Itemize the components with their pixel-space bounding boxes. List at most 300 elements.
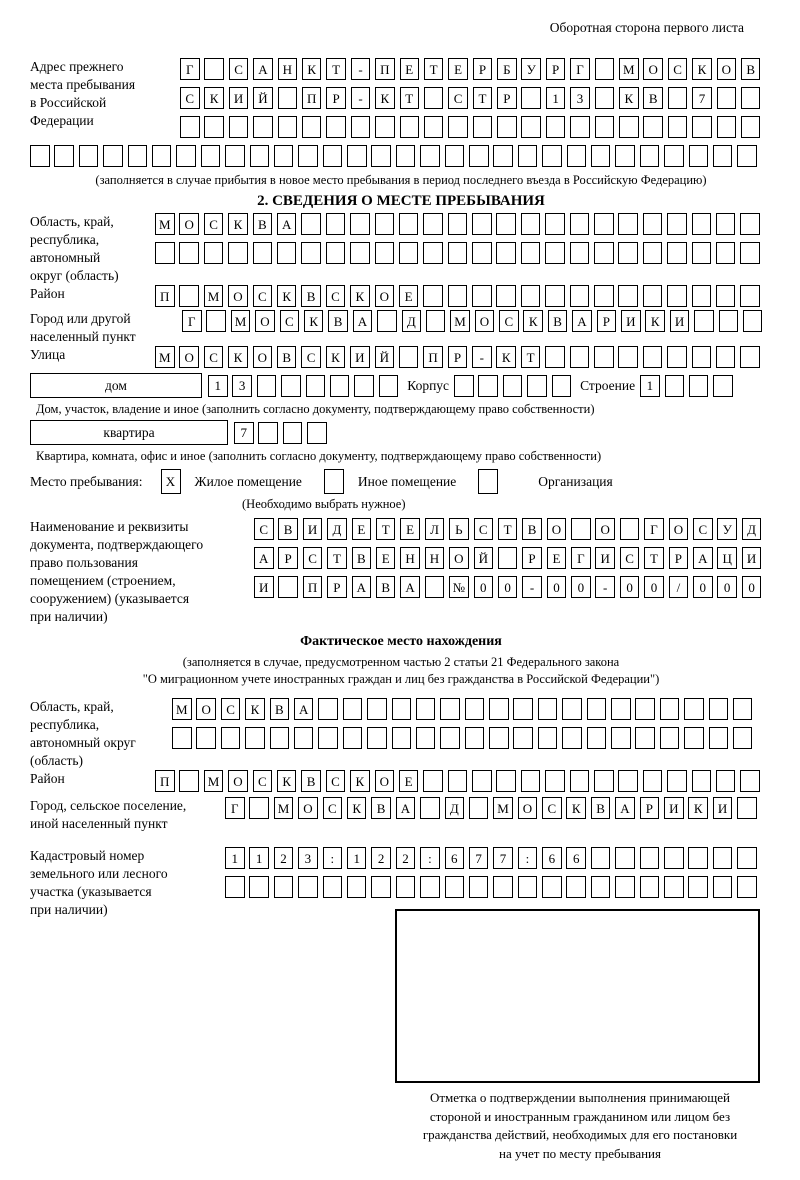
char-cell[interactable]: [570, 116, 590, 138]
char-cell[interactable]: К: [350, 285, 370, 307]
char-cell[interactable]: [493, 145, 513, 167]
char-cell[interactable]: М: [172, 698, 192, 720]
char-cell[interactable]: [274, 145, 294, 167]
char-cell[interactable]: [518, 876, 538, 898]
char-cell[interactable]: [128, 145, 148, 167]
char-cell[interactable]: [660, 698, 680, 720]
char-cell[interactable]: Р: [497, 87, 517, 109]
char-cell[interactable]: В: [643, 87, 663, 109]
char-cell[interactable]: [301, 213, 321, 235]
char-cell[interactable]: 7: [469, 847, 489, 869]
char-cell[interactable]: 0: [474, 576, 494, 598]
char-cell[interactable]: [103, 145, 123, 167]
char-cell[interactable]: [570, 242, 590, 264]
char-cell[interactable]: [396, 876, 416, 898]
char-cell[interactable]: [445, 145, 465, 167]
char-cell[interactable]: Г: [225, 797, 245, 819]
char-cell[interactable]: [497, 116, 517, 138]
char-cell[interactable]: :: [420, 847, 440, 869]
char-cell[interactable]: [740, 770, 760, 792]
char-cell[interactable]: О: [228, 285, 248, 307]
char-cell[interactable]: В: [253, 213, 273, 235]
char-cell[interactable]: [416, 727, 436, 749]
char-cell[interactable]: [692, 285, 712, 307]
char-cell[interactable]: [667, 242, 687, 264]
char-cell[interactable]: [591, 876, 611, 898]
char-cell[interactable]: [521, 770, 541, 792]
char-cell[interactable]: [740, 285, 760, 307]
char-cell[interactable]: Р: [522, 547, 542, 569]
char-cell[interactable]: [278, 576, 298, 598]
char-cell[interactable]: П: [423, 346, 443, 368]
char-cell[interactable]: [375, 213, 395, 235]
char-cell[interactable]: [371, 876, 391, 898]
char-cell[interactable]: [172, 727, 192, 749]
char-cell[interactable]: [245, 727, 265, 749]
char-cell[interactable]: [448, 242, 468, 264]
char-cell[interactable]: К: [204, 87, 224, 109]
char-cell[interactable]: [253, 242, 273, 264]
char-cell[interactable]: [221, 727, 241, 749]
char-cell[interactable]: [716, 213, 736, 235]
char-cell[interactable]: О: [228, 770, 248, 792]
char-cell[interactable]: М: [450, 310, 470, 332]
char-cell[interactable]: К: [277, 770, 297, 792]
char-cell[interactable]: [496, 770, 516, 792]
char-cell[interactable]: А: [396, 797, 416, 819]
char-cell[interactable]: [542, 876, 562, 898]
char-cell[interactable]: [448, 285, 468, 307]
char-cell[interactable]: -: [595, 576, 615, 598]
char-cell[interactable]: [493, 876, 513, 898]
char-cell[interactable]: Б: [497, 58, 517, 80]
char-cell[interactable]: Е: [399, 770, 419, 792]
char-cell[interactable]: [503, 375, 523, 397]
char-cell[interactable]: М: [155, 213, 175, 235]
char-cell[interactable]: [496, 242, 516, 264]
char-cell[interactable]: [420, 876, 440, 898]
char-cell[interactable]: [423, 213, 443, 235]
char-cell[interactable]: К: [375, 87, 395, 109]
char-cell[interactable]: [620, 518, 640, 540]
char-cell[interactable]: [716, 285, 736, 307]
char-cell[interactable]: -: [522, 576, 542, 598]
char-cell[interactable]: А: [693, 547, 713, 569]
char-cell[interactable]: [228, 242, 248, 264]
char-cell[interactable]: [591, 145, 611, 167]
char-cell[interactable]: [594, 770, 614, 792]
char-cell[interactable]: [440, 727, 460, 749]
char-cell[interactable]: К: [304, 310, 324, 332]
char-cell[interactable]: [713, 375, 733, 397]
char-cell[interactable]: Й: [375, 346, 395, 368]
char-cell[interactable]: Ц: [717, 547, 737, 569]
char-cell[interactable]: [152, 145, 172, 167]
char-cell[interactable]: С: [326, 285, 346, 307]
char-cell[interactable]: [420, 797, 440, 819]
char-cell[interactable]: [668, 87, 688, 109]
char-cell[interactable]: [350, 213, 370, 235]
char-cell[interactable]: О: [196, 698, 216, 720]
char-cell[interactable]: 7: [234, 422, 254, 444]
char-cell[interactable]: [571, 518, 591, 540]
char-cell[interactable]: [717, 87, 737, 109]
char-cell[interactable]: [176, 145, 196, 167]
char-cell[interactable]: [743, 310, 763, 332]
char-cell[interactable]: [416, 698, 436, 720]
char-cell[interactable]: У: [717, 518, 737, 540]
char-cell[interactable]: [740, 242, 760, 264]
char-cell[interactable]: [618, 213, 638, 235]
char-cell[interactable]: [562, 698, 582, 720]
char-cell[interactable]: 2: [396, 847, 416, 869]
char-cell[interactable]: [180, 116, 200, 138]
char-cell[interactable]: [257, 375, 277, 397]
char-cell[interactable]: [448, 770, 468, 792]
char-cell[interactable]: [454, 375, 474, 397]
char-cell[interactable]: 1: [347, 847, 367, 869]
char-cell[interactable]: [54, 145, 74, 167]
char-cell[interactable]: В: [371, 797, 391, 819]
char-cell[interactable]: [737, 876, 757, 898]
char-cell[interactable]: [595, 116, 615, 138]
char-cell[interactable]: [668, 116, 688, 138]
char-cell[interactable]: [570, 213, 590, 235]
char-cell[interactable]: [350, 242, 370, 264]
char-cell[interactable]: В: [328, 310, 348, 332]
char-cell[interactable]: 6: [542, 847, 562, 869]
char-cell[interactable]: 7: [493, 847, 513, 869]
char-cell[interactable]: [713, 145, 733, 167]
char-cell[interactable]: [733, 727, 753, 749]
char-cell[interactable]: Е: [352, 518, 372, 540]
char-cell[interactable]: В: [591, 797, 611, 819]
char-cell[interactable]: К: [245, 698, 265, 720]
char-cell[interactable]: И: [742, 547, 762, 569]
char-cell[interactable]: [542, 145, 562, 167]
char-cell[interactable]: [615, 847, 635, 869]
char-cell[interactable]: [667, 213, 687, 235]
char-cell[interactable]: К: [228, 346, 248, 368]
char-cell[interactable]: [399, 213, 419, 235]
char-cell[interactable]: [570, 346, 590, 368]
char-cell[interactable]: [545, 242, 565, 264]
char-cell[interactable]: [278, 87, 298, 109]
char-cell[interactable]: [594, 285, 614, 307]
char-cell[interactable]: Р: [669, 547, 689, 569]
char-cell[interactable]: С: [474, 518, 494, 540]
char-cell[interactable]: [204, 116, 224, 138]
char-cell[interactable]: [377, 310, 397, 332]
char-cell[interactable]: [737, 797, 757, 819]
char-cell[interactable]: [426, 310, 446, 332]
char-cell[interactable]: 0: [644, 576, 664, 598]
char-cell[interactable]: О: [298, 797, 318, 819]
char-cell[interactable]: [79, 145, 99, 167]
char-cell[interactable]: [469, 876, 489, 898]
char-cell[interactable]: [392, 727, 412, 749]
stay-type-checkbox-organization[interactable]: [478, 469, 498, 494]
char-cell[interactable]: [281, 375, 301, 397]
char-cell[interactable]: [689, 145, 709, 167]
char-cell[interactable]: Т: [400, 87, 420, 109]
char-cell[interactable]: [354, 375, 374, 397]
char-cell[interactable]: 6: [445, 847, 465, 869]
char-cell[interactable]: Р: [448, 346, 468, 368]
char-cell[interactable]: [713, 876, 733, 898]
char-cell[interactable]: [371, 145, 391, 167]
char-cell[interactable]: Т: [498, 518, 518, 540]
char-cell[interactable]: [425, 576, 445, 598]
char-cell[interactable]: В: [277, 346, 297, 368]
char-cell[interactable]: [716, 770, 736, 792]
char-cell[interactable]: [472, 213, 492, 235]
char-cell[interactable]: В: [376, 576, 396, 598]
char-cell[interactable]: [643, 346, 663, 368]
char-cell[interactable]: [206, 310, 226, 332]
char-cell[interactable]: Д: [445, 797, 465, 819]
char-cell[interactable]: 0: [717, 576, 737, 598]
char-cell[interactable]: [423, 285, 443, 307]
char-cell[interactable]: И: [350, 346, 370, 368]
char-cell[interactable]: А: [400, 576, 420, 598]
char-cell[interactable]: [343, 727, 363, 749]
char-cell[interactable]: [643, 770, 663, 792]
char-cell[interactable]: [489, 698, 509, 720]
char-cell[interactable]: [737, 847, 757, 869]
char-cell[interactable]: 2: [274, 847, 294, 869]
char-cell[interactable]: 0: [571, 576, 591, 598]
char-cell[interactable]: [465, 698, 485, 720]
char-cell[interactable]: [201, 145, 221, 167]
char-cell[interactable]: [545, 346, 565, 368]
char-cell[interactable]: [667, 346, 687, 368]
char-cell[interactable]: [618, 242, 638, 264]
char-cell[interactable]: [570, 770, 590, 792]
char-cell[interactable]: [424, 116, 444, 138]
char-cell[interactable]: [465, 727, 485, 749]
char-cell[interactable]: [249, 876, 269, 898]
char-cell[interactable]: [30, 145, 50, 167]
char-cell[interactable]: [424, 87, 444, 109]
char-cell[interactable]: Ь: [449, 518, 469, 540]
char-cell[interactable]: [249, 797, 269, 819]
char-cell[interactable]: [664, 145, 684, 167]
char-cell[interactable]: [611, 698, 631, 720]
char-cell[interactable]: Р: [327, 576, 347, 598]
char-cell[interactable]: А: [277, 213, 297, 235]
char-cell[interactable]: Л: [425, 518, 445, 540]
char-cell[interactable]: М: [619, 58, 639, 80]
char-cell[interactable]: [347, 145, 367, 167]
char-cell[interactable]: К: [496, 346, 516, 368]
char-cell[interactable]: К: [692, 58, 712, 80]
char-cell[interactable]: О: [255, 310, 275, 332]
char-cell[interactable]: [367, 727, 387, 749]
char-cell[interactable]: [570, 285, 590, 307]
char-cell[interactable]: [688, 876, 708, 898]
char-cell[interactable]: №: [449, 576, 469, 598]
char-cell[interactable]: А: [615, 797, 635, 819]
char-cell[interactable]: [420, 145, 440, 167]
char-cell[interactable]: /: [669, 576, 689, 598]
char-cell[interactable]: [595, 58, 615, 80]
char-cell[interactable]: М: [231, 310, 251, 332]
char-cell[interactable]: [399, 346, 419, 368]
char-cell[interactable]: [591, 847, 611, 869]
char-cell[interactable]: [713, 847, 733, 869]
char-cell[interactable]: С: [303, 547, 323, 569]
char-cell[interactable]: Г: [180, 58, 200, 80]
char-cell[interactable]: [664, 876, 684, 898]
char-cell[interactable]: [375, 242, 395, 264]
char-cell[interactable]: С: [542, 797, 562, 819]
char-cell[interactable]: 3: [298, 847, 318, 869]
char-cell[interactable]: [392, 698, 412, 720]
char-cell[interactable]: [595, 87, 615, 109]
char-cell[interactable]: [717, 116, 737, 138]
char-cell[interactable]: [716, 242, 736, 264]
char-cell[interactable]: [521, 116, 541, 138]
char-cell[interactable]: С: [253, 285, 273, 307]
char-cell[interactable]: И: [229, 87, 249, 109]
char-cell[interactable]: С: [448, 87, 468, 109]
char-cell[interactable]: [445, 876, 465, 898]
char-cell[interactable]: [330, 375, 350, 397]
char-cell[interactable]: [684, 727, 704, 749]
char-cell[interactable]: [521, 242, 541, 264]
char-cell[interactable]: [472, 285, 492, 307]
char-cell[interactable]: [204, 242, 224, 264]
char-cell[interactable]: [375, 116, 395, 138]
char-cell[interactable]: 6: [566, 847, 586, 869]
char-cell[interactable]: Е: [400, 58, 420, 80]
char-cell[interactable]: Т: [327, 547, 347, 569]
char-cell[interactable]: [473, 116, 493, 138]
char-cell[interactable]: [640, 876, 660, 898]
char-cell[interactable]: С: [180, 87, 200, 109]
char-cell[interactable]: 3: [570, 87, 590, 109]
char-cell[interactable]: Г: [570, 58, 590, 80]
char-cell[interactable]: К: [302, 58, 322, 80]
stay-type-checkbox-other[interactable]: [324, 469, 344, 494]
char-cell[interactable]: [741, 116, 761, 138]
char-cell[interactable]: [692, 213, 712, 235]
char-cell[interactable]: [692, 116, 712, 138]
char-cell[interactable]: С: [323, 797, 343, 819]
char-cell[interactable]: [709, 727, 729, 749]
char-cell[interactable]: С: [253, 770, 273, 792]
char-cell[interactable]: И: [595, 547, 615, 569]
char-cell[interactable]: [538, 727, 558, 749]
char-cell[interactable]: Т: [521, 346, 541, 368]
char-cell[interactable]: И: [303, 518, 323, 540]
char-cell[interactable]: П: [303, 576, 323, 598]
char-cell[interactable]: В: [352, 547, 372, 569]
char-cell[interactable]: И: [664, 797, 684, 819]
char-cell[interactable]: Т: [473, 87, 493, 109]
char-cell[interactable]: [258, 422, 278, 444]
char-cell[interactable]: К: [326, 346, 346, 368]
char-cell[interactable]: А: [254, 547, 274, 569]
char-cell[interactable]: 7: [692, 87, 712, 109]
char-cell[interactable]: [545, 285, 565, 307]
char-cell[interactable]: С: [668, 58, 688, 80]
char-cell[interactable]: [545, 770, 565, 792]
char-cell[interactable]: С: [280, 310, 300, 332]
char-cell[interactable]: [489, 727, 509, 749]
char-cell[interactable]: [587, 727, 607, 749]
char-cell[interactable]: [298, 876, 318, 898]
char-cell[interactable]: [448, 116, 468, 138]
char-cell[interactable]: [469, 145, 489, 167]
char-cell[interactable]: [278, 116, 298, 138]
char-cell[interactable]: [250, 145, 270, 167]
char-cell[interactable]: [635, 698, 655, 720]
char-cell[interactable]: [472, 770, 492, 792]
char-cell[interactable]: [513, 698, 533, 720]
char-cell[interactable]: О: [717, 58, 737, 80]
char-cell[interactable]: [396, 145, 416, 167]
char-cell[interactable]: [277, 242, 297, 264]
char-cell[interactable]: [323, 145, 343, 167]
char-cell[interactable]: К: [228, 213, 248, 235]
char-cell[interactable]: :: [323, 847, 343, 869]
char-cell[interactable]: [323, 876, 343, 898]
char-cell[interactable]: П: [155, 770, 175, 792]
char-cell[interactable]: -: [472, 346, 492, 368]
char-cell[interactable]: [618, 346, 638, 368]
char-cell[interactable]: Т: [424, 58, 444, 80]
char-cell[interactable]: [423, 242, 443, 264]
char-cell[interactable]: [562, 727, 582, 749]
char-cell[interactable]: М: [204, 285, 224, 307]
char-cell[interactable]: К: [619, 87, 639, 109]
char-cell[interactable]: К: [566, 797, 586, 819]
char-cell[interactable]: М: [155, 346, 175, 368]
char-cell[interactable]: Р: [546, 58, 566, 80]
char-cell[interactable]: [253, 116, 273, 138]
char-cell[interactable]: С: [620, 547, 640, 569]
char-cell[interactable]: Е: [547, 547, 567, 569]
char-cell[interactable]: Н: [400, 547, 420, 569]
char-cell[interactable]: [719, 310, 739, 332]
char-cell[interactable]: [294, 727, 314, 749]
char-cell[interactable]: [643, 116, 663, 138]
char-cell[interactable]: [472, 242, 492, 264]
char-cell[interactable]: [667, 285, 687, 307]
char-cell[interactable]: [594, 346, 614, 368]
char-cell[interactable]: [615, 876, 635, 898]
char-cell[interactable]: М: [204, 770, 224, 792]
char-cell[interactable]: С: [693, 518, 713, 540]
char-cell[interactable]: 0: [498, 576, 518, 598]
char-cell[interactable]: С: [326, 770, 346, 792]
char-cell[interactable]: [318, 698, 338, 720]
char-cell[interactable]: [343, 698, 363, 720]
char-cell[interactable]: [513, 727, 533, 749]
char-cell[interactable]: [618, 285, 638, 307]
char-cell[interactable]: О: [547, 518, 567, 540]
char-cell[interactable]: [179, 285, 199, 307]
char-cell[interactable]: С: [204, 346, 224, 368]
char-cell[interactable]: [733, 698, 753, 720]
char-cell[interactable]: [274, 876, 294, 898]
char-cell[interactable]: 3: [232, 375, 252, 397]
char-cell[interactable]: [423, 770, 443, 792]
char-cell[interactable]: В: [270, 698, 290, 720]
char-cell[interactable]: [689, 375, 709, 397]
